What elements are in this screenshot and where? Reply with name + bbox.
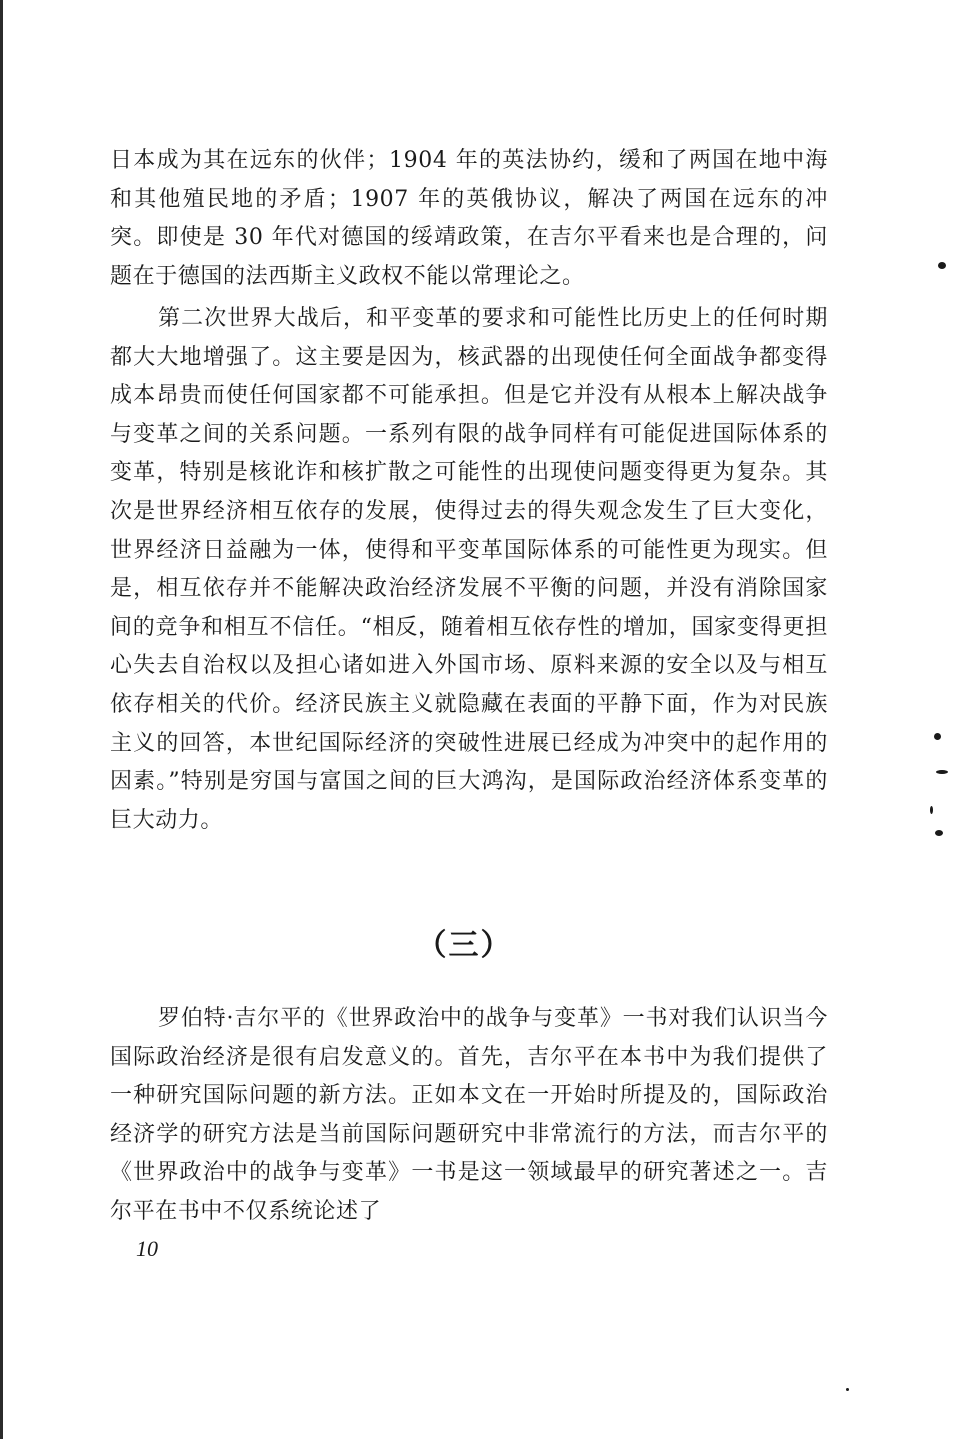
section-heading: （三） xyxy=(416,928,513,963)
scan-speck xyxy=(936,770,948,774)
paragraph-postwar-change: 第二次世界大战后，和平变革的要求和可能性比历史上的任何时期都大大地增强了。这主要是因为，核武器的出现使任何全面战争都变得成本昂贵而使任何国家都不可能承担。但是它并没有从根本上解决战争与变革之间的关系问题。一系列有限的战争同样有可能促进国际体系的变革，特别是核讹诈和核扩散之可能性的出现使问题变得更为复杂。其次是世界经济相互依存的发展，使得过去的得失观念发生了巨大变化，世界经济日益融为一体，使得和平变革国际体系的可能性更为现实。但是，相互依存并不能解决政治经济发展不平衡的问题，并没有消除国家间的竞争和相互不信任。“相反，随着相互依存性的增加，国家变得更担心失去自治权以及担心诸如进入外国市场、原料来源的安全以及与相互依存相关的代价。经济民族主义就隐藏在表面的平静下面，作为对民族主义的回答，本世纪国际经济的突破性进展已经成为冲突中的起作用的因素。”特别是穷国与富国之间的巨大鸿沟，是国际政治经济体系变革的巨大动力。 xyxy=(110,306,828,833)
page-number: 10 xyxy=(136,1236,158,1261)
scan-speck xyxy=(935,830,943,836)
scan-speck xyxy=(938,262,946,269)
scan-speck xyxy=(846,1388,849,1391)
scan-speck xyxy=(930,806,933,814)
page-edge-rule xyxy=(0,0,3,1439)
paragraph-book-review: 罗伯特·吉尔平的《世界政治中的战争与变革》一书对我们认识当今国际政治经济是很有启发意义的。首先，吉尔平在本书中为我们提供了一种研究国际问题的新方法。正如本文在一开始时所提及的，国际政治经济学的研究方法是当前国际问题研究中非常流行的方法，而吉尔平的《世界政治中的战争与变革》一书是这一领域最早的研究著述之一。吉尔平在书中不仅系统论述了 xyxy=(110,1006,828,1224)
paragraph-continuation: 日本成为其在远东的伙伴；1904 年的英法协约，缓和了两国在地中海和其他殖民地的矛盾；1907 年的英俄协议，解决了两国在远东的冲突。即使是 30 年代对德国的绥靖政策，在吉尔平看来也是合理的，问题在于德国的法西斯主义政权不能以常理论之。 xyxy=(110,148,828,289)
scan-speck xyxy=(934,733,941,740)
